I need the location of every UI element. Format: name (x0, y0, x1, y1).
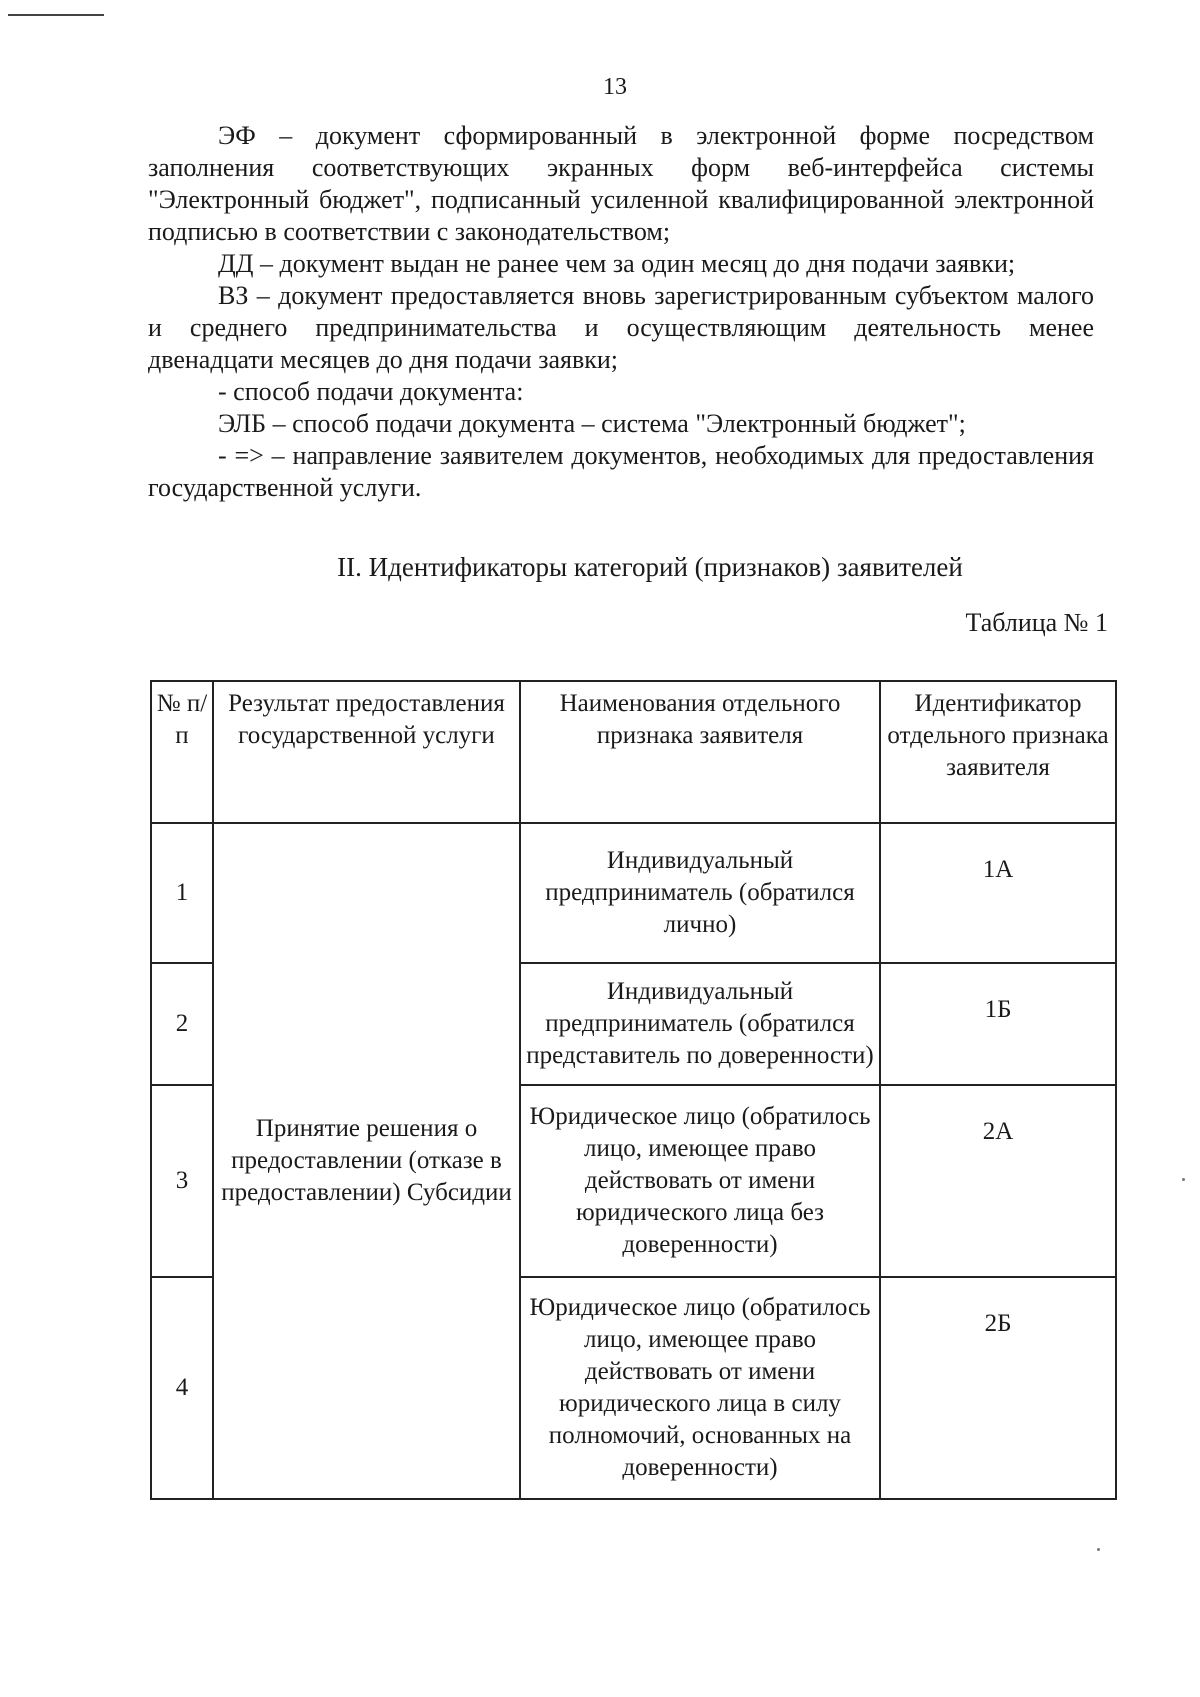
table-row (151, 823, 1116, 963)
body-text (148, 120, 1094, 504)
result-cell: Принятие решения о предоставлении (отказе в предоставлении) Субсидии (213, 823, 520, 1499)
paragraph-vz: ВЗ – документ предоставляется вновь зарегистрированным субъектом малого и среднего предпринимательства и осуществляющим деятельность менее двенадцати месяцев до дня подачи заявки; (148, 281, 1094, 374)
row-name: Индивидуальный предприниматель (обратился представитель по доверенности) (520, 963, 880, 1085)
row-identifier: 1А (880, 823, 1116, 963)
header-name: Наименования отдельного признака заявителя (520, 681, 880, 823)
header-result: Результат предоставления государственной услуги (213, 681, 520, 823)
scan-speck (1097, 1548, 1100, 1551)
row-name: Юридическое лицо (обратилось лицо, имеющее право действовать от имени юридического лица без доверенности) (520, 1085, 880, 1277)
row-number: 1 (151, 823, 213, 963)
paragraph-ef: ЭФ – документ сформированный в электронной форме посредством заполнения соответствующих экранных форм веб-интерфейса системы "Электронный бюджет", подписанный усиленной квалифицированной электронной подписью в соответствии с законодательством; (148, 121, 1094, 246)
table-header-row (151, 681, 1116, 823)
paragraph-dd: ДД – документ выдан не ранее чем за один месяц до дня подачи заявки; (218, 249, 1016, 278)
section-heading: II. Идентификаторы категорий (признаков) заявителей (337, 552, 963, 582)
row-identifier: 2Б (880, 1277, 1116, 1499)
scan-speck (1182, 1178, 1185, 1181)
paragraph-method: - способ подачи документа: (218, 377, 524, 406)
applicant-identifiers-table (150, 680, 1117, 1500)
paragraph-elb: ЭЛБ – способ подачи документа – система "Электронный бюджет"; (218, 409, 966, 438)
paragraph-arrow: - => – направление заявителем документов, необходимых для предоставления государственной услуги. (148, 441, 1094, 502)
row-name: Индивидуальный предприниматель (обратился лично) (520, 823, 880, 963)
row-identifier: 2А (880, 1085, 1116, 1277)
row-number: 4 (151, 1277, 213, 1499)
page-number: 13 (603, 74, 627, 100)
row-identifier: 1Б (880, 963, 1116, 1085)
header-number: № п/п (151, 681, 213, 823)
table-caption: Таблица № 1 (965, 608, 1108, 637)
row-number: 3 (151, 1085, 213, 1277)
scan-artifact-line (8, 14, 104, 16)
header-identifier: Идентификатор отдельного признака заявителя (880, 681, 1116, 823)
applicant-table-wrapper (150, 680, 1115, 1500)
row-number: 2 (151, 963, 213, 1085)
row-name: Юридическое лицо (обратилось лицо, имеющее право действовать от имени юридического лица в силу полномочий, основанных на доверенности) (520, 1277, 880, 1499)
